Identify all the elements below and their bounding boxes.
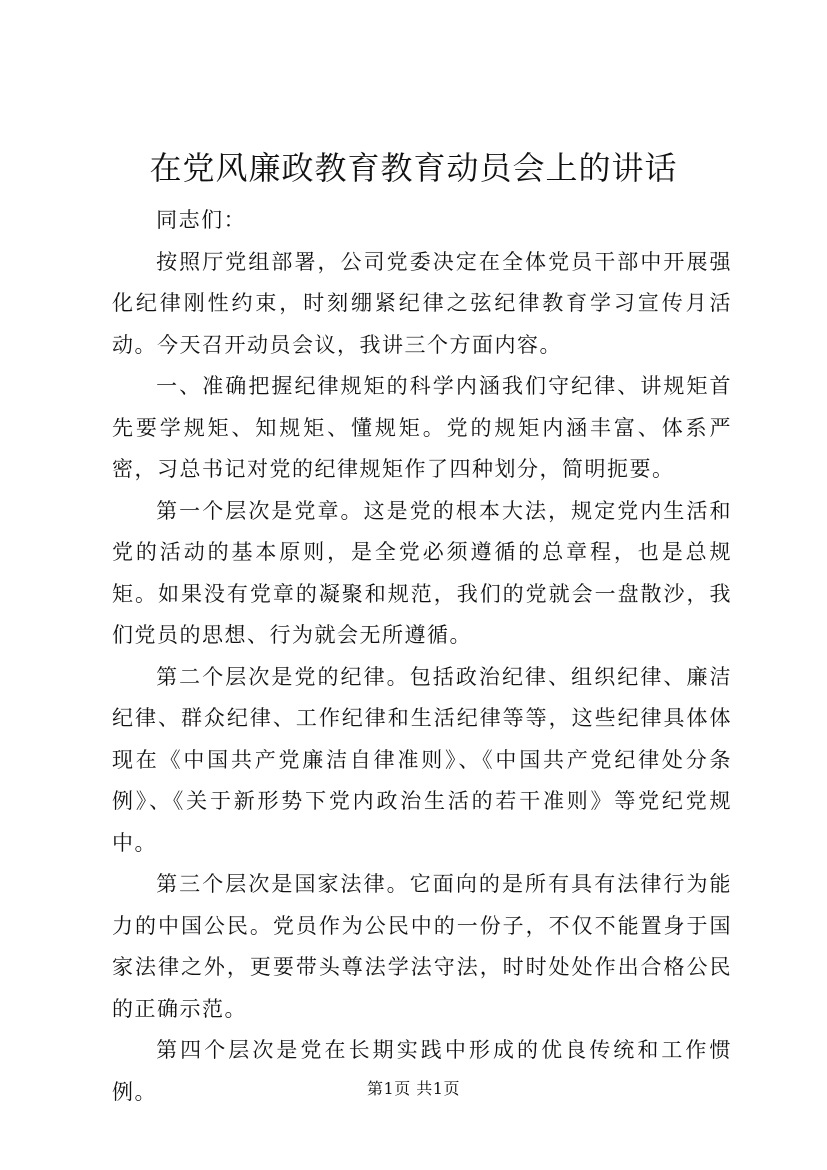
body-paragraph: 按照厅党组部署，公司党委决定在全体党员干部中开展强化纪律刚性约束，时刻绷紧纪律之弦纪律教育学习宣传月活动。今天召开动员会议，我讲三个方面内容。: [112, 249, 732, 357]
document-title: 在党风廉政教育教育动员会上的讲话: [149, 149, 678, 187]
salutation-paragraph: 同志们：: [156, 208, 247, 232]
body-paragraph: 一、准确把握纪律规矩的科学内涵我们守纪律、讲规矩首先要学规矩、知规矩、懂规矩。党的规矩内涵丰富、体系严密，习总书记对党的纪律规矩作了四种划分，简明扼要。: [112, 374, 732, 481]
document-body: [112, 200, 732, 1113]
body-paragraph: 第四个层次是党在长期实践中形成的优良传统和工作惯例。: [112, 1038, 732, 1104]
body-paragraph: 第一个层次是党章。这是党的根本大法，规定党内生活和党的活动的基本原则，是全党必须遵循的总章程，也是总规矩。如果没有党章的凝聚和规范，我们的党就会一盘散沙，我们党员的思想、行为就会无所遵循。: [112, 498, 732, 647]
page-footer: 第1页 共1页: [367, 1079, 460, 1098]
body-paragraph: 第三个层次是国家法律。它面向的是所有具有法律行为能力的中国公民。党员作为公民中的一份子，不仅不能置身于国家法律之外，更要带头尊法学法守法，时时处处作出合格公民的正确示范。: [112, 872, 732, 1021]
body-paragraph: 第二个层次是党的纪律。包括政治纪律、组织纪律、廉洁纪律、群众纪律、工作纪律和生活纪律等等，这些纪律具体体现在《中国共产党廉洁自律准则》、《中国共产党纪律处分条例》、《关于新形势下党内政治生活的若干准则》等党纪党规中。: [112, 664, 732, 855]
